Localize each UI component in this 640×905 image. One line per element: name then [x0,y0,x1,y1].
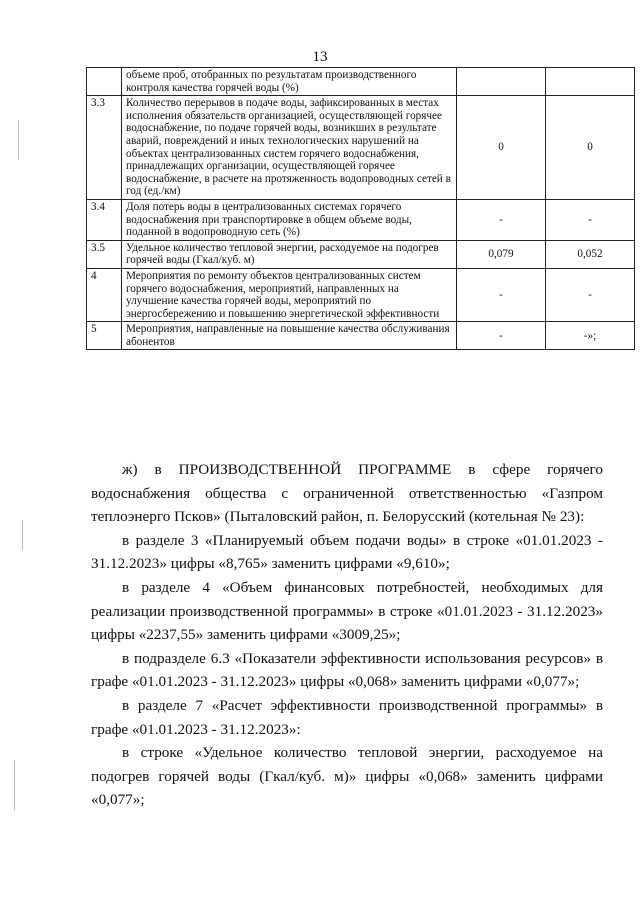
table-row [87,199,635,240]
page-number: 13 [312,49,328,65]
row-value-2 [546,68,635,96]
row-value-1 [457,68,546,96]
row-description: объеме проб, отобранных по результатам производственного контроля качества горячей воды (%) [122,68,457,96]
row-value-1: 0,079 [457,240,546,268]
row-value-1: 0 [457,96,546,200]
row-number: 5 [87,322,122,350]
row-value-2: 0,052 [546,240,635,268]
row-value-2: - [546,199,635,240]
paragraph-section-7: в разделе 7 «Расчет эффективности производственной программы» в графе «01.01.2023 - 31.12.2023»: [91,696,603,738]
paragraph-section-3: в разделе 3 «Планируемый объем подачи воды» в строке «01.01.2023 - 31.12.2023» цифры «8,765» заменить цифрами «9,610»; [91,531,603,573]
row-value-2: -»; [546,322,635,350]
table-row [87,68,635,96]
row-description: Количество перерывов в подаче воды, зафиксированных в местах исполнения обязательств организацией, осуществляющей горячее водоснабжение, по подаче горячей воды, возникших в результате аварий, повреждений и иных технологических нарушений на объектах централизованных систем горячего водоснабжения, принадлежащих организации, осуществляющей горячее водоснабжение, в расчете на протяженность водопроводных сетей в год (ед./км) [122,96,457,200]
row-number [87,68,122,96]
scan-mark [18,120,19,160]
indicators-table [86,67,635,350]
row-value-2: 0 [546,96,635,200]
row-number: 3.4 [87,199,122,240]
row-number: 4 [87,268,122,321]
row-value-1: - [457,322,546,350]
paragraph-heat-energy-row: в строке «Удельное количество тепловой энергии, расходуемое на подогрев горячей воды (Гкал/куб. м)» цифры «0,068» заменить цифрами «0,077»; [91,744,603,809]
row-number: 3.3 [87,96,122,200]
row-value-2: - [546,268,635,321]
scan-mark [22,520,23,550]
paragraph-section-4: в разделе 4 «Объем финансовых потребностей, необходимых для реализации производственной программы» в строке «01.01.2023 - 31.12.2023» цифры «2237,55» заменить цифрами «3009,25»; [91,578,603,644]
paragraph-program-intro: ж) в ПРОИЗВОДСТВЕННОЙ ПРОГРАММЕ в сфере горячего водоснабжения общества с ограниченной ответственностью «Газпром теплоэнерго Псков» (Пыталовский район, п. Белорусский (котельная № 23): [91,461,603,526]
table-row [87,322,635,350]
row-number: 3.5 [87,240,122,268]
row-description: Удельное количество тепловой энергии, расходуемое на подогрев горячей воды (Гкал/куб. м) [122,240,457,268]
table-row [87,268,635,321]
row-description: Мероприятия по ремонту объектов централизованных систем горячего водоснабжения, мероприятий, направленных на улучшение качества горячей воды, мероприятий по энергосбережению и повышению энергетической эффективности [122,268,457,321]
paragraph-subsection-6-3: в подразделе 6.3 «Показатели эффективности использования ресурсов» в графе «01.01.2023 - 31.12.2023» цифры «0,068» заменить цифрами «0,077»; [91,649,603,691]
row-value-1: - [457,268,546,321]
table-row [87,96,635,200]
body-text [91,458,603,812]
row-description: Доля потерь воды в централизованных системах горячего водоснабжения при транспортировке в общем объеме воды, поданной в водопроводную сеть (%) [122,199,457,240]
table-row [87,240,635,268]
row-description: Мероприятия, направленные на повышение качества обслуживания абонентов [122,322,457,350]
scan-mark [14,760,15,810]
row-value-1: - [457,199,546,240]
